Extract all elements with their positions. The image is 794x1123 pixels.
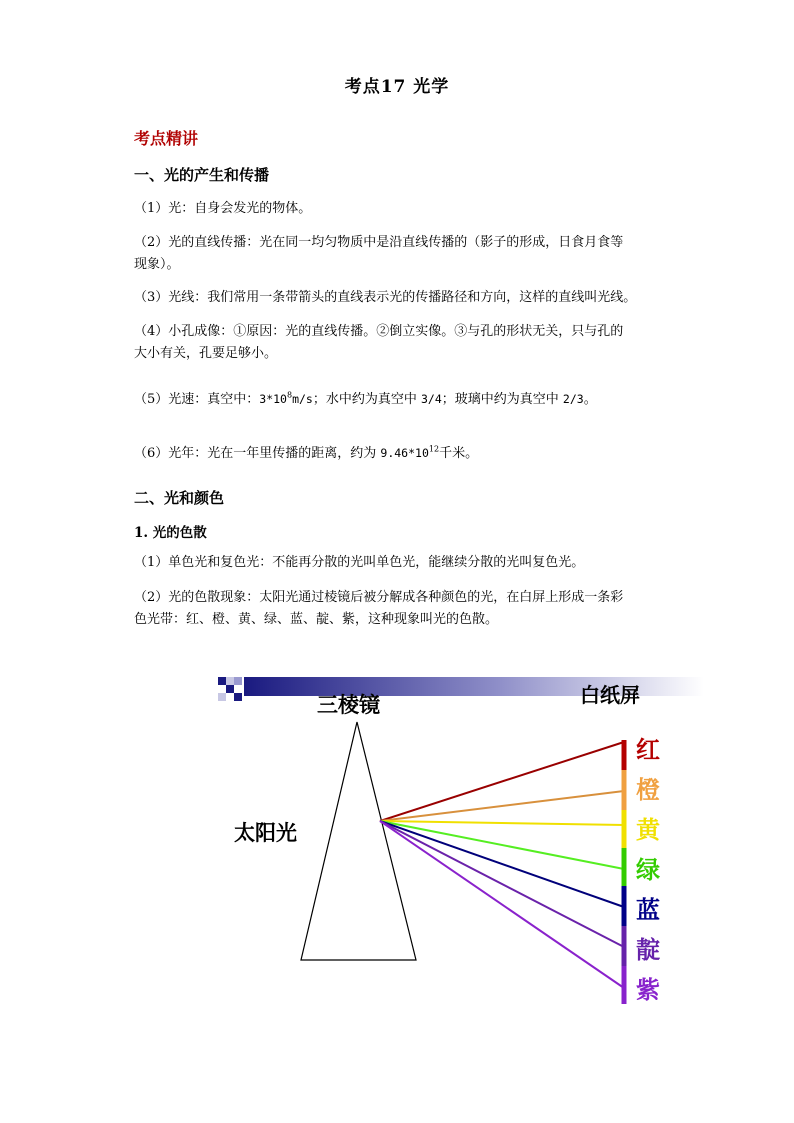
para-light-source: （1）光：自身会发光的物体。 [134, 201, 312, 216]
band-label-2: 橙 [636, 776, 660, 804]
band-label-5: 蓝 [636, 896, 660, 924]
light-speed-base: 3*10 [259, 392, 287, 406]
band-labels [636, 736, 661, 1004]
dispersed-rays [380, 742, 624, 988]
ray-7 [380, 821, 624, 988]
light-speed-water: ；水中约为真空中 [312, 392, 421, 407]
ray-1 [380, 742, 624, 821]
subheading-dispersion: 1. 光的色散 [134, 525, 207, 541]
band-label-3: 黄 [636, 816, 660, 844]
para-dispersion-1: （2）光的色散现象：太阳光通过棱镜后被分解成各种颜色的光，在白屏上形成一条彩 [134, 590, 624, 605]
para-light-ray: （3）光线：我们常用一条带箭头的直线表示光的传播路径和方向，这样的直线叫光线。 [134, 290, 637, 305]
para-pinhole-2: 大小有关，孔要足够小。 [134, 346, 278, 361]
band-label-4: 绿 [636, 856, 660, 884]
light-speed-exponent: 8 [286, 390, 293, 400]
section-label: 考点精讲 [134, 129, 199, 148]
band-label-6: 靛 [636, 936, 660, 964]
light-year-prefix: （6）光年：光在一年里传播的距离，约为 [134, 446, 381, 461]
light-speed-prefix: （5）光速：真空中： [134, 392, 260, 407]
ray-3 [380, 821, 624, 825]
para-straight-line-1: （2）光的直线传播：光在同一均匀物质中是沿直线传播的（影子的形成，日食月食等 [134, 235, 624, 250]
dispersion-diagram [0, 660, 794, 1030]
light-year-base: 9.46*10 [380, 446, 429, 460]
para-straight-line-2: 现象）。 [134, 257, 180, 272]
light-year-exponent: 12 [428, 444, 440, 454]
ray-5 [380, 821, 624, 907]
ray-6 [380, 821, 624, 947]
band-label-7: 紫 [636, 976, 660, 1004]
para-pinhole-1: （4）小孔成像：①原因：光的直线传播。②倒立实像。③与孔的形状无关，只与孔的 [134, 324, 624, 339]
para-monochromatic: （1）单色光和复色光：不能再分散的光叫单色光，能继续分散的光叫复色光。 [134, 555, 585, 570]
prism-label: 三棱镜 [317, 693, 380, 717]
light-year-end: 千米。 [439, 446, 479, 461]
light-speed-end: 。 [583, 392, 597, 407]
light-speed-unit: m/s [292, 392, 313, 406]
para-dispersion-2: 色光带：红、橙、黄、绿、蓝、靛、紫，这种现象叫光的色散。 [134, 612, 499, 627]
page-title: 考点17 光学 [344, 77, 450, 97]
light-speed-water-frac: 3/4 [421, 392, 442, 406]
sunlight-label: 太阳光 [234, 821, 297, 845]
para-light-speed [134, 388, 597, 411]
screen-label: 白纸屏 [580, 683, 640, 707]
light-speed-glass-frac: 2/3 [562, 392, 584, 406]
heading-light-propagation: 一、光的产生和传播 [134, 166, 270, 184]
heading-light-color: 二、光和颜色 [134, 489, 225, 507]
light-speed-glass: ；玻璃中约为真空中 [441, 392, 563, 407]
ray-2 [380, 791, 624, 821]
para-light-year [134, 442, 478, 465]
prism-triangle [301, 722, 416, 960]
band-label-1: 红 [636, 736, 660, 764]
